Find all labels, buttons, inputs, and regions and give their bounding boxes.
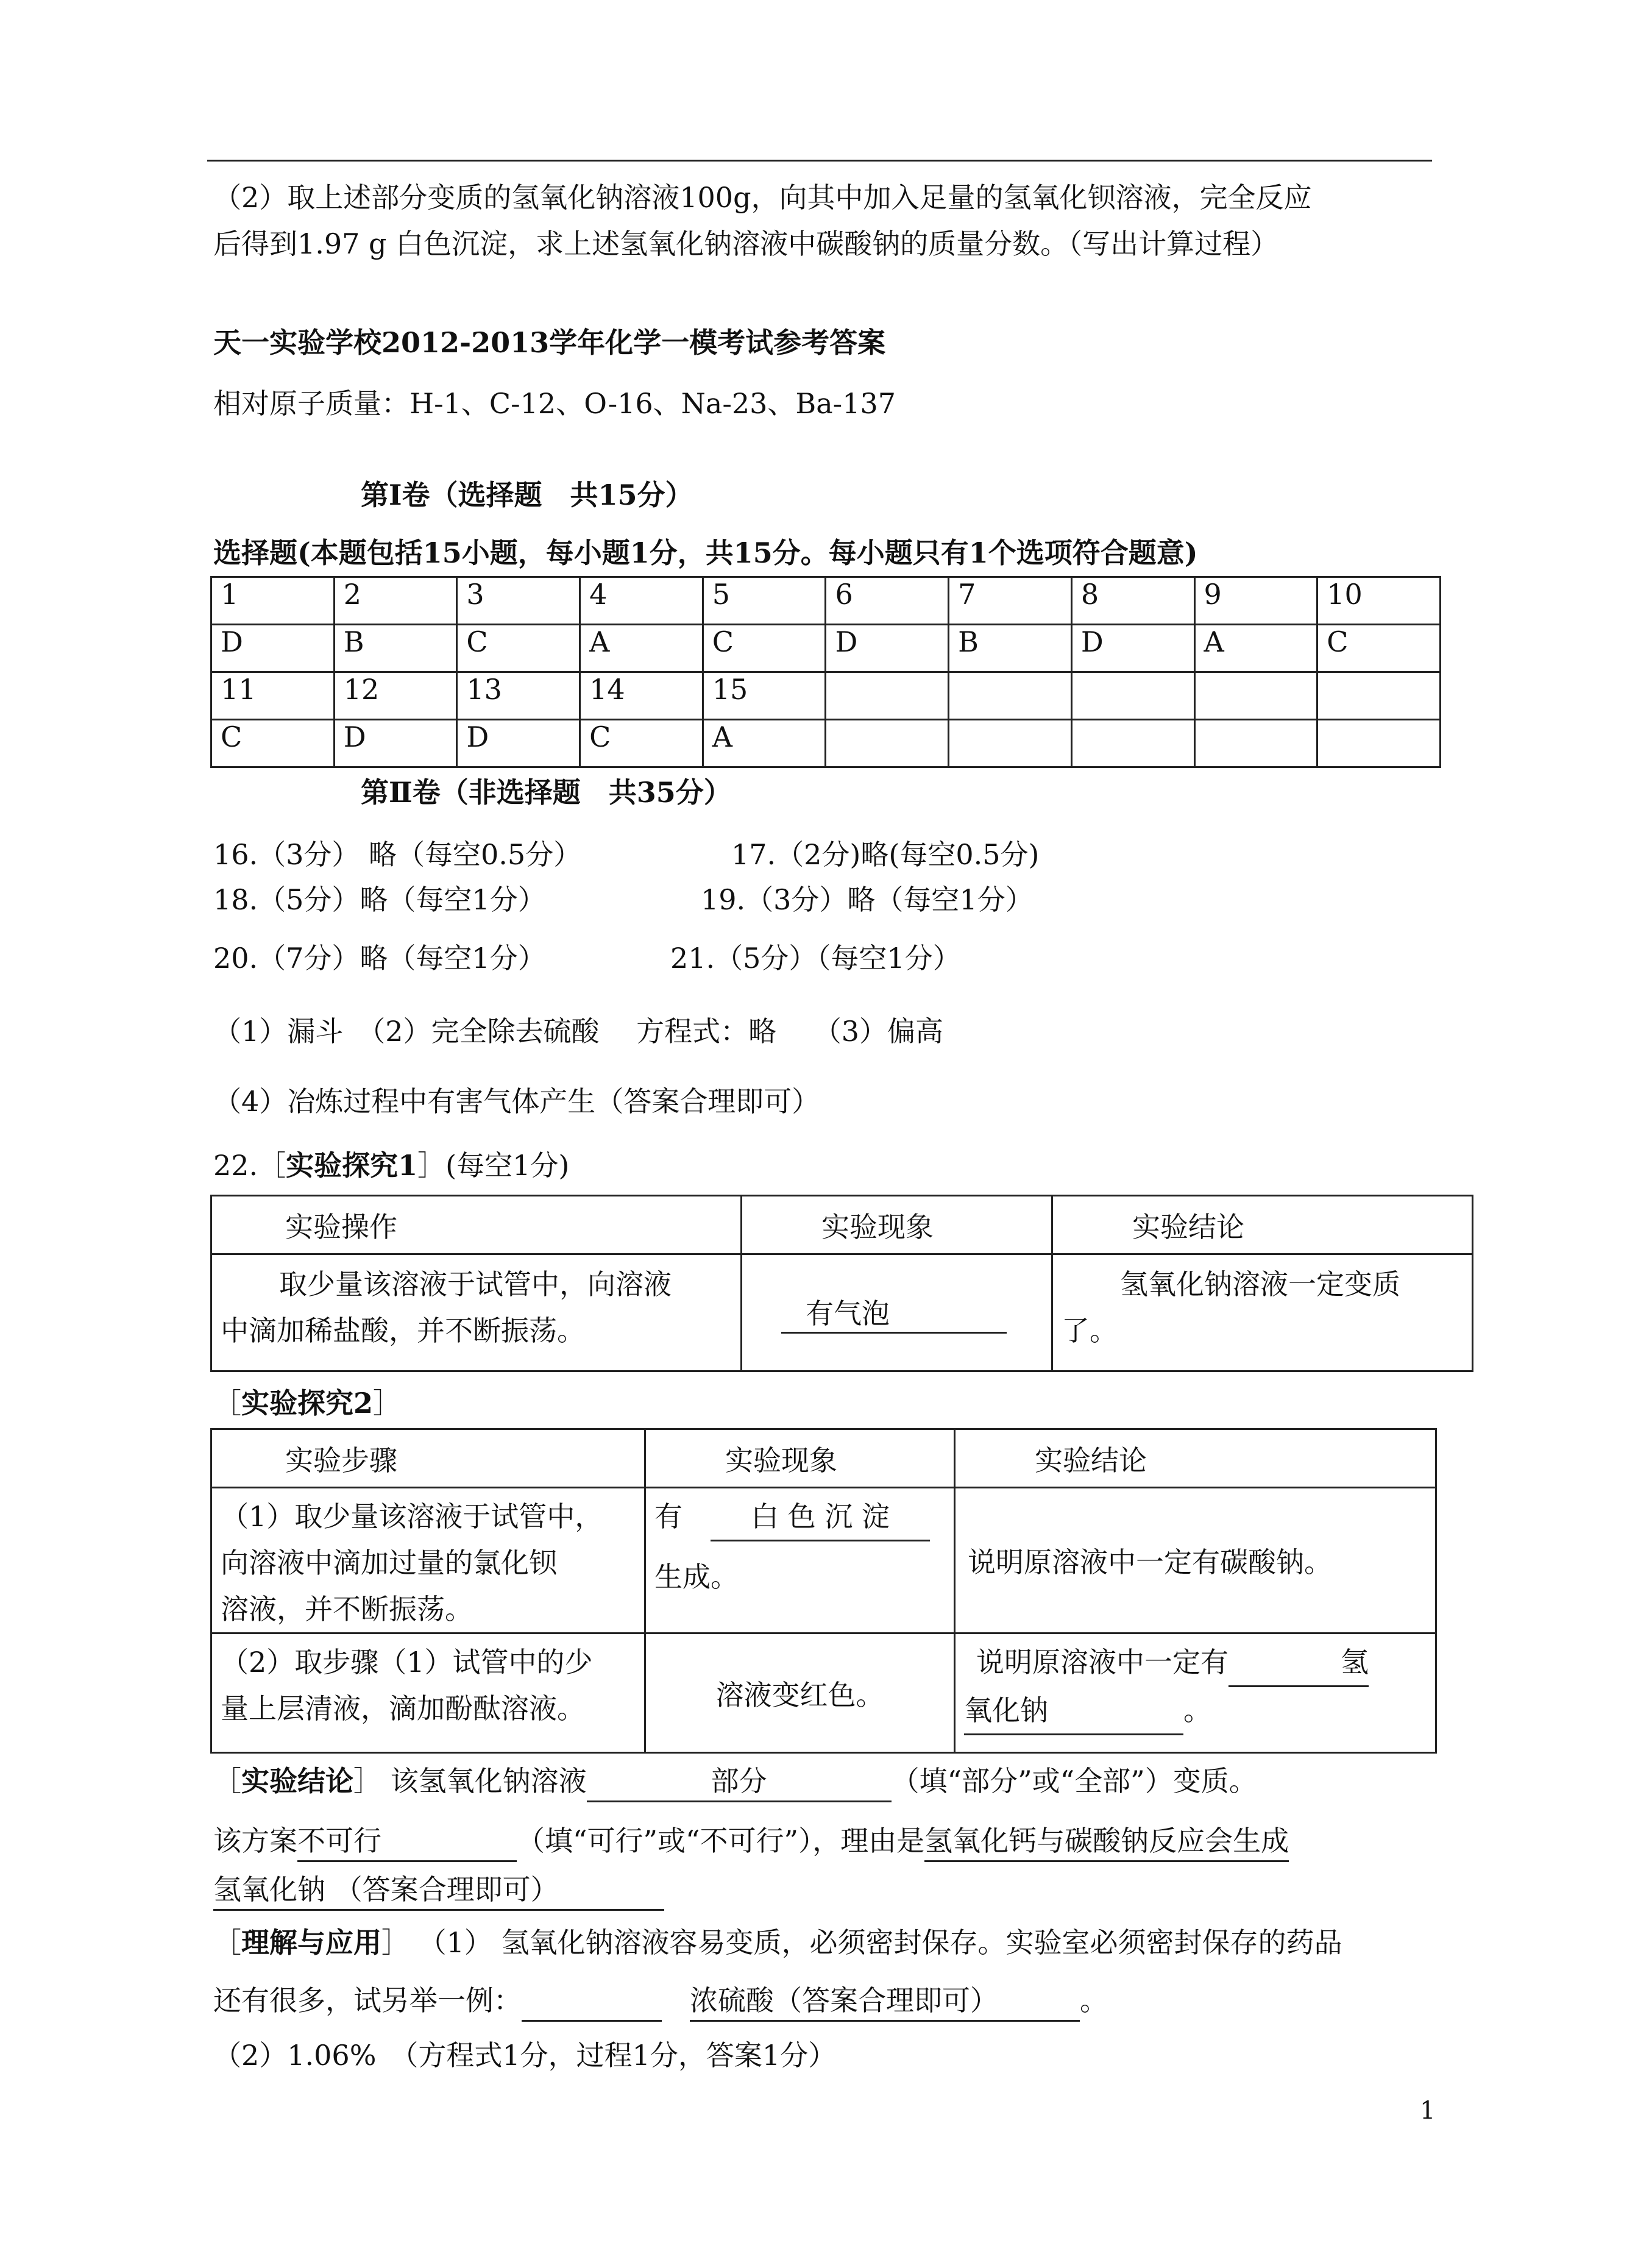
choice-cell: A bbox=[703, 720, 826, 767]
apply-label: 理解与应用 bbox=[241, 1926, 381, 1959]
explore1-header-operation: 实验操作 bbox=[211, 1196, 742, 1254]
q22-prefix: 22.［ bbox=[213, 1149, 286, 1182]
apply-line-2: 还有很多，试另举一例： 浓硫酸（答案合理即可） 。 bbox=[213, 1981, 1108, 2022]
explore2-conclusion2-cell: 说明原溶液中一定有 氢 氧化钠 。 bbox=[955, 1633, 1436, 1753]
q16-line: 16.（3分） 略（每空0.5分） bbox=[213, 838, 582, 871]
choice-cell bbox=[1317, 672, 1441, 720]
problem-line-1: （2）取上述部分变质的氢氧化钠溶液100g，向其中加入足量的氢氧化钡溶液，完全反应 bbox=[213, 181, 1312, 214]
choice-cell bbox=[1194, 672, 1317, 720]
choice-cell: 8 bbox=[1071, 577, 1194, 625]
choice-cell: 11 bbox=[211, 672, 335, 720]
apply-answer: 浓硫酸（答案合理即可） bbox=[690, 1981, 1080, 2022]
apply-blank-lead bbox=[522, 1981, 662, 2022]
q21-answer-line-1: （1）漏斗 （2）完全除去硫酸 方程式：略 （3）偏高 bbox=[213, 1015, 944, 1048]
choice-cell: B bbox=[949, 625, 1072, 672]
choice-cell bbox=[1071, 720, 1194, 767]
choice-cell: A bbox=[580, 625, 703, 672]
section2-title: 第Ⅱ卷（非选择题 共35分） bbox=[361, 776, 732, 809]
explore2-heading: ［实验探究2］ bbox=[213, 1387, 402, 1420]
choice-cell: 6 bbox=[826, 577, 949, 625]
choice-cell: 2 bbox=[334, 577, 457, 625]
q22-suffix: ］(每空1分) bbox=[417, 1149, 570, 1182]
explore2-phenomenon1-cell: 有 白 色 沉 淀 生成。 bbox=[645, 1488, 955, 1633]
explore2-header-conclusion: 实验结论 bbox=[955, 1429, 1436, 1488]
explore1-header-phenomenon: 实验现象 bbox=[742, 1196, 1052, 1254]
atomic-mass-line: 相对原子质量：H-1、C-12、O-16、Na-23、Ba-137 bbox=[213, 387, 896, 420]
explore2-step2-cell: （2）取步骤（1）试管中的少 量上层清液，滴加酚酞溶液。 bbox=[211, 1633, 645, 1753]
section1-desc: 选择题(本题包括15小题，每小题1分，共15分。每小题只有1个选项符合题意) bbox=[213, 536, 1198, 569]
explore1-conclusion-cell: 氢氧化钠溶液一定变质 了。 bbox=[1052, 1254, 1473, 1371]
plan-reason-2: 氢氧化钠 （答案合理即可） bbox=[213, 1870, 664, 1911]
choice-cell: C bbox=[703, 625, 826, 672]
choice-cell: D bbox=[211, 625, 335, 672]
choice-cell bbox=[1317, 720, 1441, 767]
choice-cell: C bbox=[211, 720, 335, 767]
explore2-header-phenomenon: 实验现象 bbox=[645, 1429, 955, 1488]
choice-answer-table bbox=[210, 576, 1441, 768]
explore2-conclusion1-cell: 说明原溶液中一定有碳酸钠。 bbox=[955, 1488, 1436, 1633]
header-rule bbox=[207, 160, 1432, 162]
choice-cell: 12 bbox=[334, 672, 457, 720]
choice-cell: C bbox=[1317, 625, 1441, 672]
choice-cell: D bbox=[457, 720, 580, 767]
conclusion-label: 实验结论 bbox=[241, 1765, 353, 1797]
explore2-table bbox=[210, 1428, 1437, 1754]
choice-cell bbox=[949, 672, 1072, 720]
apply-line-1: ［理解与应用］ （1） 氢氧化钠溶液容易变质，必须密封保存。实验室必须密封保存的药品 bbox=[213, 1926, 1342, 1959]
q19-line: 19.（3分）略（每空1分） bbox=[701, 883, 1034, 916]
explore1-table bbox=[210, 1195, 1473, 1372]
choice-cell bbox=[826, 672, 949, 720]
choice-cell: 13 bbox=[457, 672, 580, 720]
choice-cell: 3 bbox=[457, 577, 580, 625]
precipitate-answer: 白 色 沉 淀 bbox=[711, 1493, 930, 1541]
apply-line-3: （2）1.06% （方程式1分，过程1分，答案1分） bbox=[213, 2039, 837, 2072]
sodium-hydroxide-answer-2: 氧化钠 bbox=[964, 1687, 1183, 1735]
plan-answer: 不可行 bbox=[297, 1821, 517, 1862]
choice-cell: B bbox=[334, 625, 457, 672]
choice-cell: 4 bbox=[580, 577, 703, 625]
page-number: 1 bbox=[1420, 2097, 1436, 2125]
choice-cell: 10 bbox=[1317, 577, 1441, 625]
choice-cell: A bbox=[1194, 625, 1317, 672]
conclusion-answer: 部分 bbox=[587, 1761, 892, 1802]
choice-cell: D bbox=[1071, 625, 1194, 672]
q22-explore1-label: 实验探究1 bbox=[286, 1149, 418, 1182]
choice-cell: 14 bbox=[580, 672, 703, 720]
choice-cell: D bbox=[334, 720, 457, 767]
plan-reason-line-2 bbox=[213, 1870, 664, 1911]
choice-cell: 15 bbox=[703, 672, 826, 720]
section1-title: 第Ⅰ卷（选择题 共15分） bbox=[361, 478, 693, 511]
choice-cell: D bbox=[826, 625, 949, 672]
q18-line: 18.（5分）略（每空1分） bbox=[213, 883, 546, 916]
explore1-header-conclusion: 实验结论 bbox=[1052, 1196, 1473, 1254]
choice-cell: C bbox=[580, 720, 703, 767]
explore2-step1-cell: （1）取少量该溶液于试管中， 向溶液中滴加过量的氯化钡 溶液，并不断振荡。 bbox=[211, 1488, 645, 1633]
explore2-phenomenon2-cell: 溶液变红色。 bbox=[645, 1633, 955, 1753]
choice-cell bbox=[949, 720, 1072, 767]
conclusion-line: ［实验结论］ 该氢氧化钠溶液 部分 （填“部分”或“全部”）变质。 bbox=[213, 1761, 1257, 1802]
q21-line: 21.（5分）（每空1分） bbox=[670, 942, 961, 975]
choice-cell bbox=[826, 720, 949, 767]
choice-cell: 9 bbox=[1194, 577, 1317, 625]
q17-line: 17.（2分)略(每空0.5分) bbox=[731, 838, 1040, 871]
explore1-phenomenon-cell bbox=[742, 1254, 1052, 1371]
explore2-label: 实验探究2 bbox=[241, 1387, 374, 1420]
problem-line-2: 后得到1.97 g 白色沉淀，求上述氢氧化钠溶液中碳酸钠的质量分数。（写出计算过程） bbox=[213, 227, 1279, 260]
choice-cell: C bbox=[457, 625, 580, 672]
choice-cell: 7 bbox=[949, 577, 1072, 625]
q22-heading bbox=[213, 1146, 569, 1185]
q20-line: 20.（7分）略（每空1分） bbox=[213, 942, 546, 975]
plan-reason-1: 氢氧化钙与碳酸钠反应会生成 bbox=[924, 1821, 1289, 1862]
sodium-hydroxide-answer-1: 氢 bbox=[1228, 1639, 1369, 1687]
choice-cell: 1 bbox=[211, 577, 335, 625]
explore2-header-step: 实验步骤 bbox=[211, 1429, 645, 1488]
choice-cell: 5 bbox=[703, 577, 826, 625]
answer-title: 天一实验学校2012-2013学年化学一模考试参考答案 bbox=[213, 326, 886, 359]
explore1-operation-cell: 取少量该溶液于试管中，向溶液 中滴加稀盐酸，并不断振荡。 bbox=[211, 1254, 742, 1371]
plan-line: 该方案不可行 （填“可行”或“不可行”），理由是氢氧化钙与碳酸钠反应会生成 bbox=[213, 1821, 1289, 1862]
choice-cell bbox=[1071, 672, 1194, 720]
choice-cell bbox=[1194, 720, 1317, 767]
phenomenon-answer: 有气泡 bbox=[781, 1292, 1007, 1334]
q21-answer-line-2: （4）冶炼过程中有害气体产生（答案合理即可） bbox=[213, 1085, 820, 1118]
